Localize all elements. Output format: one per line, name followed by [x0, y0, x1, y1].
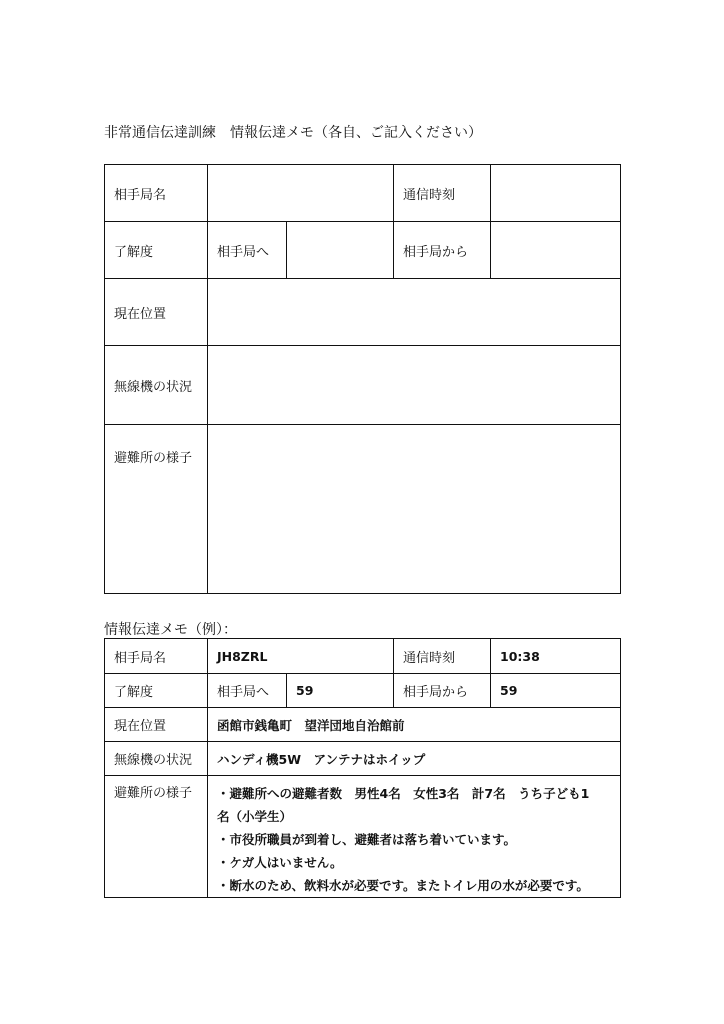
example-label-comm-time: 通信時刻 [394, 639, 491, 674]
example-value-comm-time: 10:38 [491, 639, 621, 674]
form-field-radio-status[interactable] [208, 346, 621, 425]
form-title: 非常通信伝達訓練 情報伝達メモ（各自、ご記入ください） [104, 125, 482, 141]
form-label-to-station: 相手局へ [208, 222, 287, 279]
example-label-readability: 了解度 [105, 674, 208, 708]
example-value-current-location: 函館市銭亀町 望洋団地自治館前 [208, 708, 621, 742]
form-field-comm-time[interactable] [491, 165, 621, 222]
example-value-from-station: 59 [491, 674, 621, 708]
example-value-shelter-status [208, 776, 621, 898]
form-label-shelter-status: 避難所の様子 [105, 425, 208, 594]
example-label-shelter-status: 避難所の様子 [105, 776, 208, 898]
memo-form-table [104, 164, 621, 594]
form-label-from-station: 相手局から [394, 222, 491, 279]
form-row-readability [105, 222, 621, 279]
example-title: 情報伝達メモ（例）： [104, 622, 237, 638]
example-label-from-station: 相手局から [394, 674, 491, 708]
form-label-current-location: 現在位置 [105, 279, 208, 346]
shelter-line: ・断水のため、飲料水が必要です。またトイレ用の水が必要です。 [217, 878, 589, 893]
example-label-radio-status: 無線機の状況 [105, 742, 208, 776]
form-row-station [105, 165, 621, 222]
form-label-readability: 了解度 [105, 222, 208, 279]
example-row-location [105, 708, 621, 742]
form-label-station-name: 相手局名 [105, 165, 208, 222]
shelter-line: ・避難所への避難者数 男性4名 女性3名 計7名 うち子ども1 [217, 786, 590, 801]
form-field-station-name[interactable] [208, 165, 394, 222]
shelter-line: 名（小学生） [217, 809, 293, 824]
example-value-radio-status: ハンディ機5W アンテナはホイップ [208, 742, 621, 776]
example-value-to-station: 59 [287, 674, 394, 708]
shelter-line: ・ケガ人はいません。 [217, 855, 343, 870]
example-row-readability [105, 674, 621, 708]
form-label-comm-time: 通信時刻 [394, 165, 491, 222]
example-value-station-name: JH8ZRL [208, 639, 394, 674]
example-memo-table [104, 638, 621, 898]
example-row-shelter [105, 776, 621, 898]
form-field-to-station[interactable] [287, 222, 394, 279]
form-field-current-location[interactable] [208, 279, 621, 346]
example-label-to-station: 相手局へ [208, 674, 287, 708]
form-row-radio [105, 346, 621, 425]
form-field-shelter-status[interactable] [208, 425, 621, 594]
form-row-shelter [105, 425, 621, 594]
example-label-station-name: 相手局名 [105, 639, 208, 674]
form-field-from-station[interactable] [491, 222, 621, 279]
shelter-line: ・市役所職員が到着し、避難者は落ち着いています。 [217, 832, 517, 847]
form-row-location [105, 279, 621, 346]
form-label-radio-status: 無線機の状況 [105, 346, 208, 425]
example-row-station [105, 639, 621, 674]
example-label-current-location: 現在位置 [105, 708, 208, 742]
example-row-radio [105, 742, 621, 776]
